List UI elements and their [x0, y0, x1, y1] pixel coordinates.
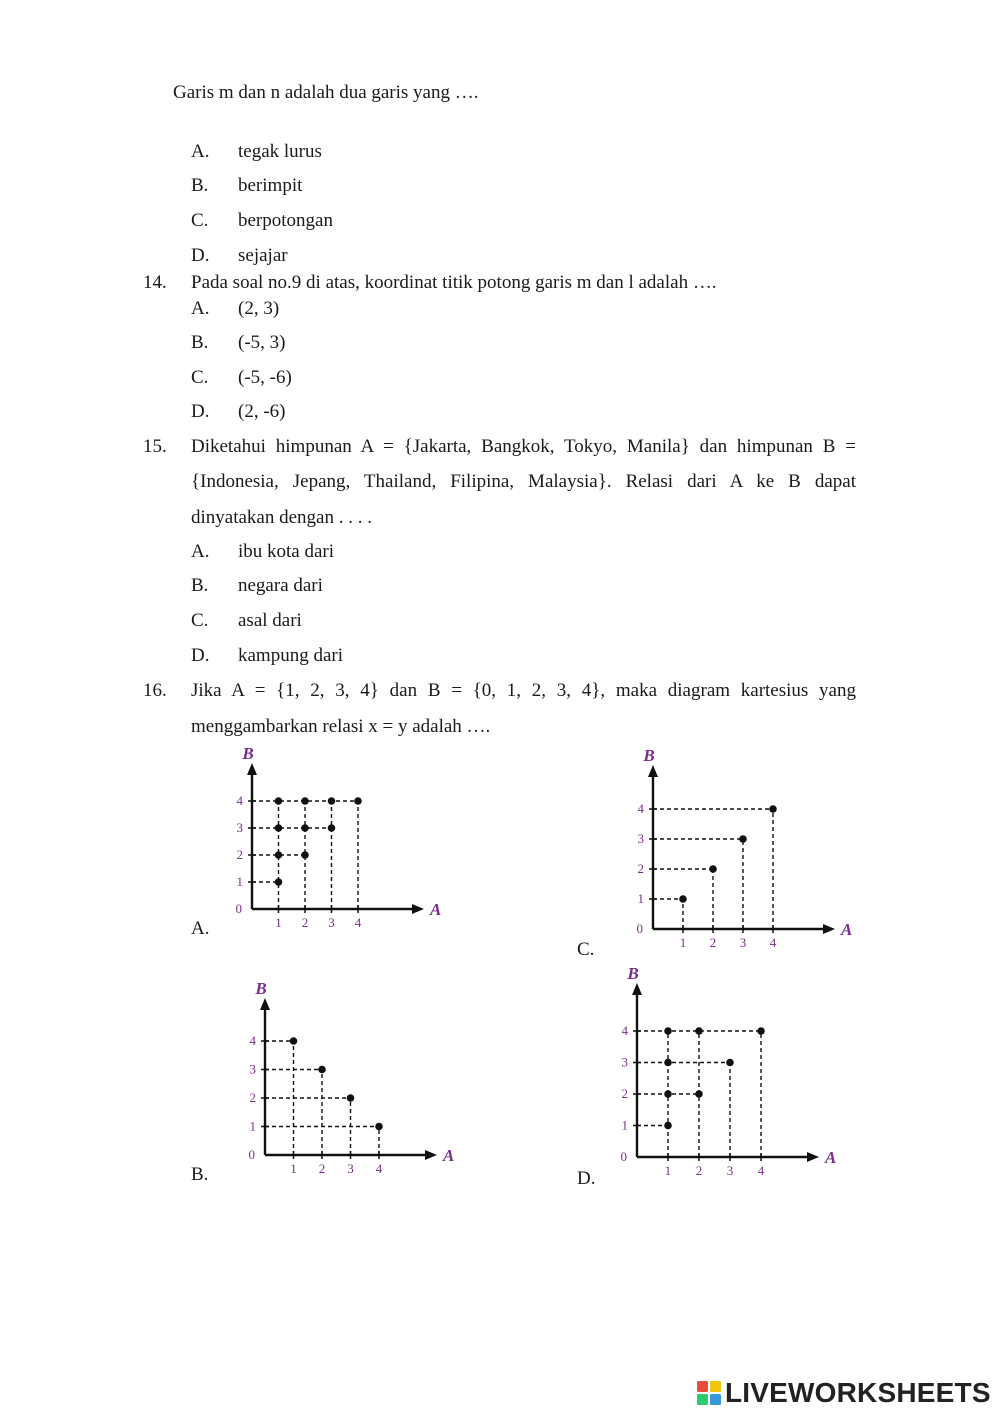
data-point: [769, 805, 777, 813]
q16-stem-line-1: Jika A = {1, 2, 3, 4} dan B = {0, 1, 2, 3, 4}, maka diagram kartesius yang: [191, 680, 856, 701]
logo-square-yellow: [710, 1381, 721, 1392]
data-point: [695, 1027, 703, 1035]
x-tick-label: 1: [679, 935, 687, 950]
data-point: [301, 824, 309, 832]
q15-number: 15.: [143, 436, 167, 457]
q15-option-a-letter: A.: [191, 541, 210, 562]
q13-option-b-text: berimpit: [238, 175, 303, 196]
q14-option-d-letter: D.: [191, 401, 210, 422]
liveworksheets-logo: [697, 1377, 993, 1409]
x-tick-label: 1: [664, 1163, 672, 1178]
y-tick-label: 2: [621, 1086, 628, 1101]
x-tick-label: 3: [328, 915, 335, 930]
x-tick-label: 4: [769, 935, 777, 950]
x-axis-label: A: [430, 900, 442, 919]
origin-label: 0: [636, 921, 643, 936]
y-axis-arrow: [632, 983, 642, 995]
q14-option-b-text: (-5, 3): [238, 332, 286, 353]
data-point: [695, 1090, 703, 1098]
x-tick-label: 3: [726, 1163, 734, 1178]
q15-option-a-text: ibu kota dari: [238, 541, 335, 562]
y-tick-label: 1: [621, 1117, 628, 1133]
q14-option-a-text: (2, 3): [238, 298, 280, 319]
q15-option-c-letter: C.: [191, 610, 209, 631]
data-point: [275, 797, 283, 805]
y-tick-label: 4: [637, 801, 644, 816]
data-point: [709, 865, 717, 873]
q14-option-b-letter: B.: [191, 332, 209, 353]
y-tick-label: 4: [621, 1023, 628, 1038]
x-tick-label: 1: [290, 1161, 297, 1176]
data-point: [301, 851, 309, 859]
x-axis-arrow: [823, 924, 835, 934]
data-point: [726, 1059, 734, 1067]
y-tick-label: 3: [637, 831, 644, 846]
origin-label: 0: [248, 1147, 255, 1162]
x-axis-label: A: [825, 1148, 837, 1167]
logo-square-blue: [710, 1394, 721, 1405]
data-point: [664, 1059, 672, 1067]
y-tick-label: 2: [249, 1090, 256, 1105]
q16-option-b-letter: B.: [191, 1164, 209, 1185]
data-point: [275, 824, 283, 832]
y-tick-label: 3: [236, 820, 243, 835]
q16-stem-line-2: menggambarkan relasi x = y adalah ….: [191, 716, 491, 737]
y-tick-label: 3: [249, 1061, 256, 1077]
q14-option-a-letter: A.: [191, 298, 210, 319]
q14-stem: Pada soal no.9 di atas, koordinat titik potong garis m dan l adalah ….: [191, 272, 717, 293]
x-axis-arrow: [425, 1150, 437, 1160]
q16-number: 16.: [143, 680, 167, 701]
q15-stem-line-3: dinyatakan dengan . . . .: [191, 507, 372, 528]
y-axis-label: B: [627, 964, 639, 983]
y-tick-label: 3: [621, 1054, 628, 1070]
q16-option-a-letter: A.: [191, 918, 210, 939]
q13-option-a-letter: A.: [191, 141, 210, 162]
q16-option-c-letter: C.: [577, 939, 595, 960]
y-axis-label: B: [255, 979, 267, 998]
y-tick-label: 4: [236, 793, 243, 808]
q14-option-d-text: (2, -6): [238, 401, 286, 422]
data-point: [290, 1037, 298, 1045]
data-point: [354, 797, 362, 805]
x-tick-label: 4: [354, 915, 362, 930]
q15-option-b-letter: B.: [191, 575, 209, 596]
q15-option-d-letter: D.: [191, 645, 210, 666]
data-point: [375, 1123, 383, 1131]
x-tick-label: 2: [709, 935, 717, 950]
q15-option-c-text: asal dari: [238, 610, 302, 631]
q13-option-a-text: tegak lurus: [238, 141, 322, 162]
liveworksheets-brand: LIVEWORKSHEETS: [725, 1377, 991, 1408]
x-axis-arrow: [807, 1152, 819, 1162]
y-axis-label: B: [242, 744, 254, 763]
data-point: [275, 878, 283, 886]
y-tick-label: 2: [637, 861, 644, 876]
y-tick-label: 4: [249, 1033, 256, 1048]
x-tick-label: 2: [695, 1163, 703, 1178]
data-point: [328, 824, 336, 832]
q14-number: 14.: [143, 272, 167, 293]
data-point: [739, 835, 747, 843]
q13-option-b-letter: B.: [191, 175, 209, 196]
y-tick-label: 2: [236, 847, 243, 862]
data-point: [679, 895, 687, 903]
q15-stem-line-2: {Indonesia, Jepang, Thailand, Filipina, Malaysia}. Relasi dari A ke B dapat: [191, 471, 856, 492]
logo-square-red: [697, 1381, 708, 1392]
data-point: [301, 797, 309, 805]
x-tick-label: 2: [301, 915, 309, 930]
data-point: [347, 1094, 355, 1102]
q15-option-d-text: kampung dari: [238, 645, 344, 666]
q16-option-d-letter: D.: [577, 1168, 596, 1189]
x-axis-arrow: [412, 904, 424, 914]
data-point: [275, 851, 283, 859]
x-tick-label: 4: [757, 1163, 765, 1178]
logo-square-green: [697, 1394, 708, 1405]
origin-label: 0: [235, 901, 242, 916]
y-tick-label: 1: [637, 891, 644, 906]
y-tick-label: 1: [236, 874, 243, 889]
x-axis-label: A: [841, 920, 853, 939]
data-point: [664, 1027, 672, 1035]
q13-option-c-text: berpotongan: [238, 210, 333, 231]
y-tick-label: 1: [249, 1118, 256, 1134]
q15-stem-line-1: Diketahui himpunan A = {Jakarta, Bangkok, Tokyo, Manila} dan himpunan B =: [191, 436, 856, 457]
x-axis-label: A: [443, 1146, 455, 1165]
x-tick-label: 2: [318, 1161, 326, 1176]
data-point: [318, 1066, 326, 1074]
y-axis-arrow: [260, 998, 270, 1010]
liveworksheets-logo-icon: [697, 1381, 721, 1405]
x-tick-label: 1: [275, 915, 282, 930]
q14-option-c-text: (-5, -6): [238, 367, 292, 388]
x-tick-label: 3: [739, 935, 747, 950]
data-point: [664, 1090, 672, 1098]
q14-option-c-letter: C.: [191, 367, 209, 388]
origin-label: 0: [620, 1149, 627, 1164]
data-point: [664, 1122, 672, 1130]
q13-option-d-letter: D.: [191, 245, 210, 266]
data-point: [328, 797, 336, 805]
y-axis-arrow: [648, 765, 658, 777]
q13-option-c-letter: C.: [191, 210, 209, 231]
y-axis-label: B: [643, 746, 655, 765]
x-tick-label: 4: [375, 1161, 383, 1176]
q13-stem: Garis m dan n adalah dua garis yang ….: [173, 82, 479, 103]
data-point: [757, 1027, 765, 1035]
q15-option-b-text: negara dari: [238, 575, 323, 596]
x-tick-label: 3: [347, 1161, 354, 1176]
y-axis-arrow: [247, 763, 257, 775]
q13-option-d-text: sejajar: [238, 245, 288, 266]
